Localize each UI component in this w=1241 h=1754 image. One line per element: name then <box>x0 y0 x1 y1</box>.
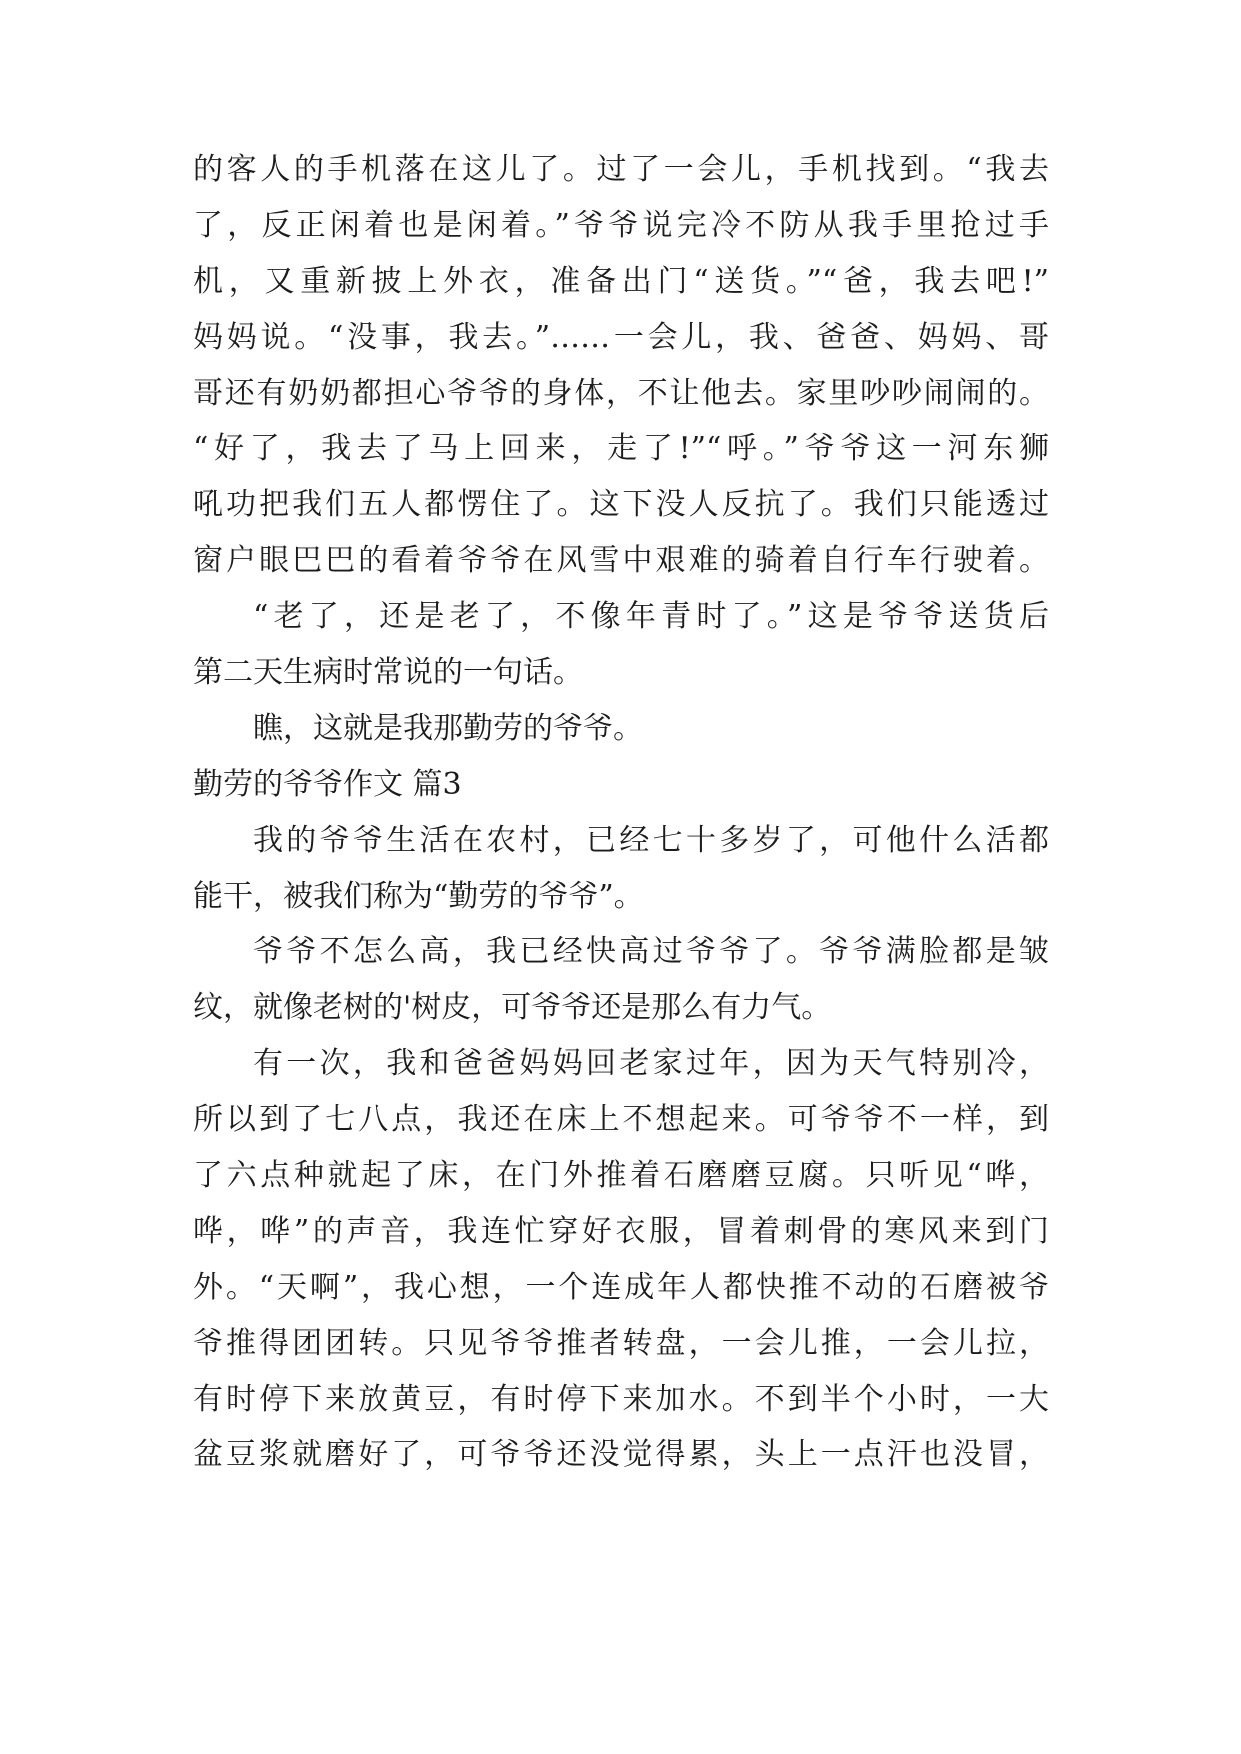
text-line: 第二天生病时常说的一句话。 <box>193 655 583 691</box>
text-line: 我的爷爷生活在农村，已经七十多岁了，可他什么活都 <box>253 822 1049 858</box>
text-line: 纹，就像老树的'树皮，可爷爷还是那么有力气。 <box>193 990 832 1026</box>
text-line: 瞧，这就是我那勤劳的爷爷。 <box>253 710 643 746</box>
text-line: “老了，还是老了，不像年青时了。”这是爷爷送货后 <box>253 599 1049 635</box>
text-line: 的客人的手机落在这儿了。过了一会儿，手机找到。“我去 <box>193 152 1049 187</box>
text-line: 哗，哗”的声音，我连忙穿好衣服，冒着刺骨的寒风来到门 <box>193 1213 1049 1249</box>
text-line: 爷爷不怎么高，我已经快高过爷爷了。爷爷满脸都是皱 <box>253 934 1049 970</box>
text-line: 了，反正闲着也是闲着。”爷爷说完冷不防从我手里抢过手 <box>193 207 1049 243</box>
paragraph-4 <box>193 813 1049 925</box>
paragraph-3 <box>193 701 1049 757</box>
paragraph-2 <box>193 589 1049 701</box>
text-line: 所以到了七八点，我还在床上不想起来。可爷爷不一样，到 <box>193 1102 1049 1138</box>
text-line: 机，又重新披上外衣，准备出门“送货。”“爸，我去吧!” <box>193 263 1049 299</box>
text-line: 有一次，我和爸爸妈妈回老家过年，因为天气特别冷， <box>253 1046 1049 1082</box>
text-line: “好了，我去了马上回来，走了!”“呼。”爷爷这一河东狮 <box>193 431 1049 467</box>
text-line: 能干，被我们称为“勤劳的爷爷”。 <box>193 878 644 914</box>
paragraph-5 <box>193 924 1049 1036</box>
text-line: 窗户眼巴巴的看着爷爷在风雪中艰难的骑着自行车行驶着。 <box>193 543 1049 579</box>
paragraph-1 <box>193 142 1049 589</box>
text-line: 爷推得团团转。只见爷爷推者转盘，一会儿推，一会儿拉， <box>193 1325 1049 1361</box>
text-line: 吼功把我们五人都愣住了。这下没人反抗了。我们只能透过 <box>193 487 1049 523</box>
paragraph-6 <box>193 1036 1049 1483</box>
text-line: 盆豆浆就磨好了，可爷爷还没觉得累，头上一点汗也没冒， <box>193 1437 1049 1473</box>
text-line: 妈妈说。“没事，我去。”……一会儿，我、爸爸、妈妈、哥 <box>193 319 1049 355</box>
section-heading: 勤劳的爷爷作文 篇3 <box>193 766 462 802</box>
text-line: 外。“天啊”，我心想，一个连成年人都快推不动的石磨被爷 <box>193 1269 1049 1305</box>
document-page <box>193 142 1049 1483</box>
text-line: 有时停下来放黄豆，有时停下来加水。不到半个小时，一大 <box>193 1381 1049 1417</box>
text-line: 了六点种就起了床，在门外推着石磨磨豆腐。只听见“哗， <box>193 1158 1049 1194</box>
text-line: 哥还有奶奶都担心爷爷的身体，不让他去。家里吵吵闹闹的。 <box>193 375 1049 411</box>
